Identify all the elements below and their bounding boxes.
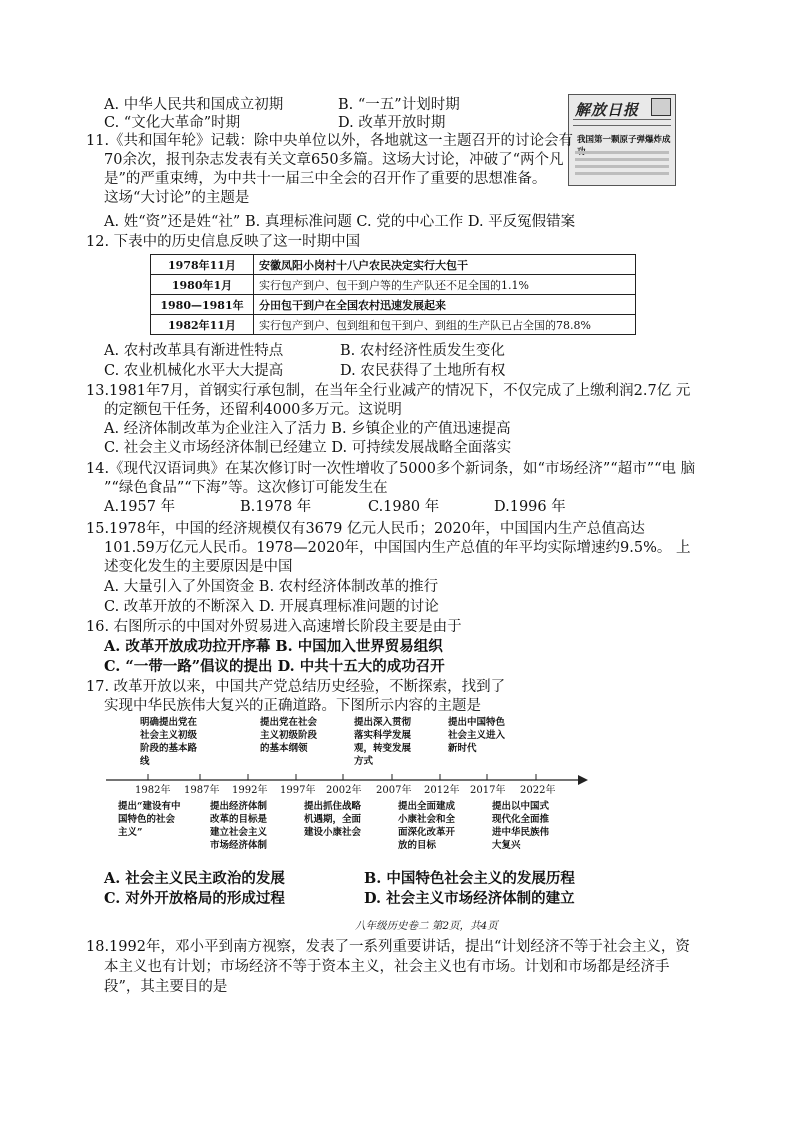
newspaper-text-line — [575, 158, 669, 161]
q16-options-ab: A. 改革开放成功拉开序幕 B. 中国加入世界贸易组织 — [104, 638, 443, 655]
q15-options-cd: C. 改革开放的不断深入 D. 开展真理标准问题的讨论 — [104, 599, 439, 615]
table-cell-year: 1980年1月 — [151, 275, 254, 295]
q13-stem-line2: 的定额包干任务，还留利4000多万元。这说明 — [104, 402, 402, 418]
newspaper-image — [568, 94, 676, 186]
table-cell-event: 实行包产到户、包到组和包干到户、到组的生产队已占全国的78.8% — [254, 315, 636, 335]
timeline-event-above: 提出深入贯彻落实科学发展观，转变发展方式 — [354, 717, 412, 767]
table-row — [151, 295, 636, 315]
q15-stem-line1: 15.1978年，中国的经济规模仅有3679 亿元人民币；2020年，中国国内生产总值高达 — [86, 521, 645, 537]
q13-options-cd: C. 社会主义市场经济体制已经建立 D. 可持续发展战略全面落实 — [104, 440, 512, 456]
q18-stem-line3: 段”，其主要目的是 — [104, 979, 228, 995]
timeline-event-below: 提出全面建成小康社会和全面深化改革开放的目标 — [398, 801, 456, 851]
q10-option-b: B. “一五”计划时期 — [338, 97, 460, 113]
timeline-event-below: 提出抓住战略机遇期，全面建设小康社会 — [304, 801, 362, 838]
timeline-year: 2007年 — [376, 785, 412, 796]
q14-stem-line1: 14.《现代汉语词典》在某次修订时一次性增收了5000多个新词条，如“市场经济”“超市”“电 脑 — [86, 461, 696, 477]
q17-option-b: B. 中国特色社会主义的发展历程 — [364, 870, 575, 887]
newspaper-ear-box — [651, 98, 671, 116]
timeline-event-above: 提出中国特色社会主义进入新时代 — [448, 717, 506, 754]
timeline-year: 1987年 — [184, 785, 220, 796]
q12-history-table — [150, 254, 636, 335]
timeline-year: 1992年 — [232, 785, 268, 796]
q17-option-a: A. 社会主义民主政治的发展 — [104, 870, 285, 887]
q16-options-cd: C. “一带一路”倡议的提出 D. 中共十五大的成功召开 — [104, 658, 445, 675]
timeline-year: 2002年 — [326, 785, 362, 796]
q10-option-c: C. “文化大革命”时期 — [104, 115, 241, 131]
newspaper-headline: 我国第一颗原子弹爆炸成 — [577, 135, 671, 145]
q15-stem-line2: 101.59万亿元人民币。1978—2020年，中国国内生产总值的年平均实际增速约9.5%。 上 — [104, 540, 691, 556]
q12-option-a: A. 农村改革具有渐进性特点 — [104, 343, 284, 359]
q17-timeline — [100, 712, 590, 868]
q17-option-d: D. 社会主义市场经济体制的建立 — [364, 890, 575, 907]
table-cell-event: 分田包干到户在全国农村迅速发展起来 — [254, 295, 636, 315]
q11-stem-line2: 70余次，报刊杂志发表有关文章650多篇。这场大讨论，冲破了“两个凡 — [104, 152, 564, 168]
q14-option-d: D.1996 年 — [494, 499, 566, 515]
q11-stem-line1: 11.《共和国年轮》记载：除中央单位以外，各地就这一主题召开的讨论会有 — [86, 133, 574, 149]
newspaper-text-line — [575, 165, 669, 168]
q11-stem-line4: 这场“大讨论”的主题是 — [104, 190, 250, 206]
page-footer: 八年级历史卷二 第2页，共4页 — [355, 920, 498, 932]
table-cell-year: 1978年11月 — [151, 255, 254, 275]
table-cell-event: 安徽凤阳小岗村十八户农民决定实行大包干 — [254, 255, 636, 275]
timeline-year: 1982年 — [135, 785, 171, 796]
table-row — [151, 275, 636, 295]
q11-options: A. 姓“资”还是姓“社” B. 真理标准问题 C. 党的中心工作 D. 平反冤假错案 — [104, 214, 576, 230]
q10-option-a: A. 中华人民共和国成立初期 — [104, 97, 284, 113]
table-cell-event: 实行包产到户、包干到户等的生产队还不足全国的1.1% — [254, 275, 636, 295]
q13-options-ab: A. 经济体制改革为企业注入了活力 B. 乡镇企业的产值迅速提高 — [104, 421, 511, 437]
q13-stem-line1: 13.1981年7月，首钢实行承包制，在当年全行业减产的情况下，不仅完成了上缴利润2.7亿 元 — [86, 383, 691, 399]
q18-stem-line1: 18.1992年，邓小平到南方视察，发表了一系列重要讲话，提出“计划经济不等于社会主义，资 — [86, 939, 690, 955]
timeline-year: 2022年 — [520, 785, 556, 796]
q14-stem-line2: ”“绿色食品”“下海”等。这次修订可能发生在 — [104, 480, 388, 496]
timeline-event-below: 提出“建设有中国特色的社会主义” — [118, 801, 181, 838]
timeline-year: 2012年 — [424, 785, 460, 796]
q12-stem: 12. 下表中的历史信息反映了这一时期中国 — [86, 234, 361, 250]
q15-options-ab: A. 大量引入了外国资金 B. 农村经济体制改革的推行 — [104, 579, 439, 595]
q12-option-c: C. 农业机械化水平大大提高 — [104, 363, 284, 379]
table-row — [151, 255, 636, 275]
q11-stem-line3: 是”的严重束缚，为中共十一届三中全会的召开作了重要的思想准备。 — [104, 171, 547, 187]
table-row — [151, 315, 636, 335]
newspaper-text-line — [575, 151, 669, 154]
q17-stem-line1: 17. 改革开放以来，中国共产党总结历史经验，不断探索，找到了 — [86, 679, 506, 695]
q14-option-c: C.1980 年 — [368, 499, 440, 515]
q12-option-b: B. 农村经济性质发生变化 — [340, 343, 505, 359]
timeline-event-below: 提出经济体制改革的目标是建立社会主义市场经济体制 — [210, 801, 268, 851]
q14-option-b: B.1978 年 — [240, 499, 312, 515]
table-cell-year: 1982年11月 — [151, 315, 254, 335]
timeline-year: 1997年 — [280, 785, 316, 796]
table-cell-year: 1980—1981年 — [151, 295, 254, 315]
q15-stem-line3: 述变化发生的主要原因是中国 — [104, 559, 293, 575]
timeline-year: 2017年 — [470, 785, 506, 796]
timeline-event-above: 提出党在社会主义初级阶段的基本纲领 — [260, 717, 318, 754]
timeline-event-above: 明确提出党在社会主义初级阶段的基本路线 — [140, 717, 198, 767]
q17-stem-line2: 实现中华民族伟大复兴的正确道路。下图所示内容的主题是 — [104, 698, 481, 714]
q17-option-c: C. 对外开放格局的形成过程 — [104, 890, 285, 907]
q16-stem: 16. 右图所示的中国对外贸易进入高速增长阶段主要是由于 — [86, 619, 462, 635]
q18-stem-line2: 本主义也有计划；市场经济不等于资本主义，社会主义也有市场。计划和市场都是经济手 — [104, 959, 670, 975]
newspaper-rule — [573, 119, 671, 120]
newspaper-text-line — [575, 172, 669, 175]
timeline-arrow — [578, 775, 588, 785]
q14-option-a: A.1957 年 — [104, 499, 176, 515]
q12-option-d: D. 农民获得了土地所有权 — [340, 363, 506, 379]
newspaper-rule — [573, 125, 671, 126]
q10-option-d: D. 改革开放时期 — [338, 115, 446, 131]
timeline-event-below: 提出以中国式现代化全面推进中华民族伟大复兴 — [492, 801, 550, 851]
newspaper-masthead: 解放日报 — [575, 101, 640, 119]
